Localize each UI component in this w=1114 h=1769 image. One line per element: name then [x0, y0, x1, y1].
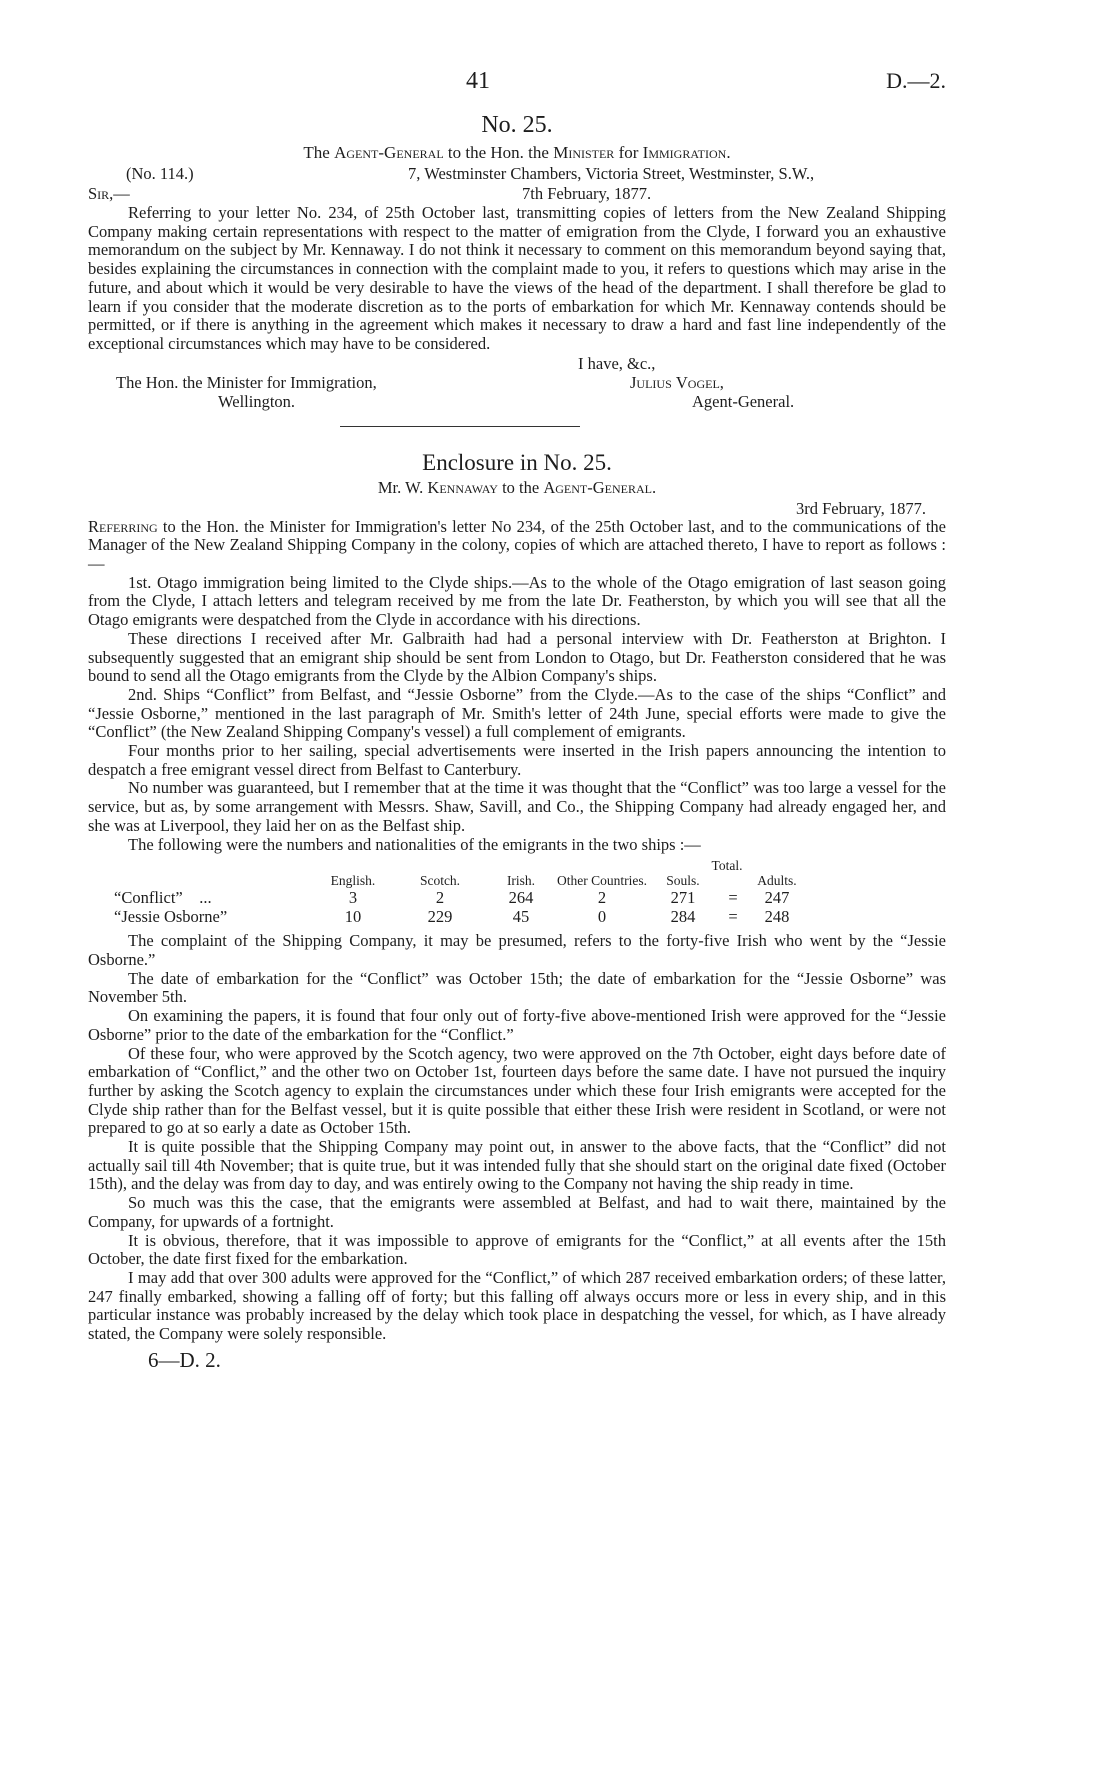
enclosure-paragraph: The complaint of the Shipping Company, it may be presumed, refers to the forty-five Irish who went by the “Jessie Osborne.” [88, 931, 946, 969]
recipient-title: Minister [553, 143, 615, 162]
enclosure-paragraph: It is quite possible that the Shipping Company may point out, in answer to the above facts, that the “Conflict” did not actually sail till 4th November; that is quite true, but it was intended fully that she should start on the original date fixed (October 15th), and the delay was from day to day, and was entirely owing to the Company not having the ship ready in time. [88, 1137, 946, 1194]
enclosure-paragraph: On examining the papers, it is found that four only out of forty-five above-mentioned Irish were approved for the “Jessie Osborne” prior to the date of the embarkation for the “Conflict.” [88, 1006, 946, 1044]
letter-from-to: The Agent-General to the Hon. the Minister for Immigration. [303, 143, 731, 162]
department-name: Immigration. [642, 143, 731, 162]
printer-signature: 6—D. 2. [148, 1347, 221, 1372]
opening-word: Referring [88, 516, 158, 536]
letter-signature-block [88, 354, 946, 414]
emigrants-table [114, 858, 806, 926]
col-header-souls: Souls. [666, 873, 700, 889]
col-header-total: Total. [711, 858, 743, 874]
enclosure-paragraph: The following were the numbers and nationalities of the emigrants in the two ships :— [128, 834, 701, 854]
ship-name: “Conflict” [114, 888, 183, 908]
table-row: “Conflict” ... 3 2 264 2 271 = 247 [114, 888, 790, 908]
col-header-adults: Adults. [757, 873, 797, 889]
enclosure-paragraph: 2nd. Ships “Conflict” from Belfast, and “Jessie Osborne” from the Clyde.—As to the case of the ships “Conflict” and “Jessie Osborne,” mentioned in the last paragraph of Mr. Smith's letter of 24th June, special efforts were made to give the “Conflict” (the New Zealand Shipping Company's vessel) a full complement of emigrants. [88, 684, 946, 742]
letter-body: Referring to your letter No. 234, of 25th October last, transmitting copies of letters from the New Zealand Shipping Company making certain representations with respect to the matter of emigration from the Clyde, I forward you an exhaustive memorandum on the subject by Mr. Kennaway. I do not think it necessary to comment on this memorandum beyond saying that, besides explaining the circumstances in connection with the complaint made to you, it refers to questions which may arise in the future, and about which it would be very desirable to have the views of the head of the department. I shall therefore be glad to learn if you consider that the moderate discretion as to the ports of embarkation for which Mr. Kennaway contends should be permitted, or if there is anything in the agreement which makes it necessary to draw a hard and fast line independently of the exceptional circumstances which may have to be considered. [88, 203, 946, 353]
addressee-line-1: The Hon. the Minister for Immigration, [116, 372, 377, 392]
ship-name: “Jessie Osborne” [114, 907, 228, 927]
document-reference: D.—2. [886, 68, 946, 93]
letter-reference: (No. 114.) [126, 164, 194, 183]
enclosure-paragraph: Of these four, who were approved by the Scotch agency, two were approved on the 7th October, eight days before date of embarkation of “Conflict,” and the other two on October 1st, fourteen days before the same date. I have not pursued the inquiry further by asking the Scotch agency to explain the circumstances under which these four Irish emigrants were accepted for the Clyde ship rather than for the Belfast vessel, but it is quite possible that either these Irish were resident in Scotland, or were not prepared to go at so early a date as October 15th. [88, 1043, 946, 1138]
enclosure-paragraph: So much was this the case, that the emigrants were assembled at Belfast, and had to wait there, maintained by the Company, for upwards of a fortnight. [88, 1193, 946, 1231]
table-header-row [114, 858, 806, 873]
sender-address: 7, Westminster Chambers, Victoria Street, Westminster, S.W., [408, 164, 815, 183]
enclosure-paragraph: I may add that over 300 adults were approved for the “Conflict,” of which 287 received embarkation orders; of these latter, 247 finally embarked, showing a falling off of forty; but this falling off always occurs more or less in every ship, and in this particular instance was probably increased by the delay which took place in despatching the vessel, for which, as I have already stated, the Company were solely responsible. [88, 1267, 946, 1344]
enclosure-sender: Kennaway [427, 477, 498, 497]
page-header [88, 60, 946, 106]
page-number: 41 [466, 68, 490, 94]
addressee-line-2: Wellington. [218, 391, 296, 411]
col-header-scotch: Scotch. [419, 873, 461, 889]
enclosure-paragraph: Four months prior to her sailing, special advertisements were inserted in the Irish papers announcing the intention to despatch a free emigrant vessel direct from Belfast to Canterbury. [88, 741, 946, 779]
letter-number-heading: No. 25. [481, 112, 553, 138]
enclosure-paragraph: Referring to the Hon. the Minister for Immigration's letter No 234, of the 25th October last, and to the communications of the Manager of the New Zealand Shipping Company in the colony, copies of which are attached thereto, I have to report as follows :— [88, 516, 946, 574]
enclosure-paragraph: No number was guaranteed, but I remember that at the time it was thought that the “Conflict” was too large a vessel for the service, but as, by some arrangement with Messrs. Shaw, Savill, and Co., the Shipping Company had already engaged her, and she was at Liverpool, they laid her on as the Belfast ship. [88, 778, 946, 835]
closing: I have, &c., [578, 353, 656, 373]
table-row: “Jessie Osborne” 10 229 45 0 284 = 248 [114, 907, 790, 927]
enclosure-from-to: Mr. W. Kennaway to the Agent-General. [377, 477, 657, 497]
col-header-irish: Irish. [506, 873, 536, 889]
enclosure-paragraph: 1st. Otago immigration being limited to the Clyde ships.—As to the whole of the Otago emigration of last season going from the Clyde, I attach letters and telegram received by me from the late Dr. Featherston, by which you will see that all the Otago emigrants were despatched from the Clyde in accordance with his directions. [88, 572, 946, 630]
col-header-english: English. [330, 873, 376, 889]
signer-name: Julius Vogel, [630, 372, 724, 392]
enclosure-recipient: Agent-General. [543, 477, 657, 497]
enclosure-paragraph: It is obvious, therefore, that it was impossible to approve of emigrants for the “Conflict,” at all events after the 15th October, the date first fixed for the embarkation. [88, 1230, 946, 1269]
col-header-other: Other Countries. [557, 873, 647, 889]
document-page [88, 60, 946, 1372]
sender-title: Agent-General [334, 143, 444, 162]
section-divider [340, 426, 580, 427]
enclosure-paragraph: These directions I received after Mr. Galbraith had had a personal interview with Dr. Featherston at Brighton. I subsequently suggested that an emigrant ship should be sent from London to Otago, but Dr. Featherston considered that he was bound to send all the Otago emigrants from the Clyde by the Albion Company's ships. [88, 628, 946, 686]
enclosure-heading: Enclosure in No. 25. [422, 449, 612, 475]
enclosure-paragraph: The date of embarkation for the “Conflict” was October 15th; the date of embarkation for the “Jessie Osborne” was November 5th. [88, 968, 946, 1007]
enclosure-date: 3rd February, 1877. [796, 498, 926, 518]
letter-date: 7th February, 1877. [522, 184, 652, 203]
letter-address-block [88, 164, 946, 204]
salutation: Sir,— [88, 184, 130, 203]
signer-title: Agent-General. [692, 391, 795, 411]
